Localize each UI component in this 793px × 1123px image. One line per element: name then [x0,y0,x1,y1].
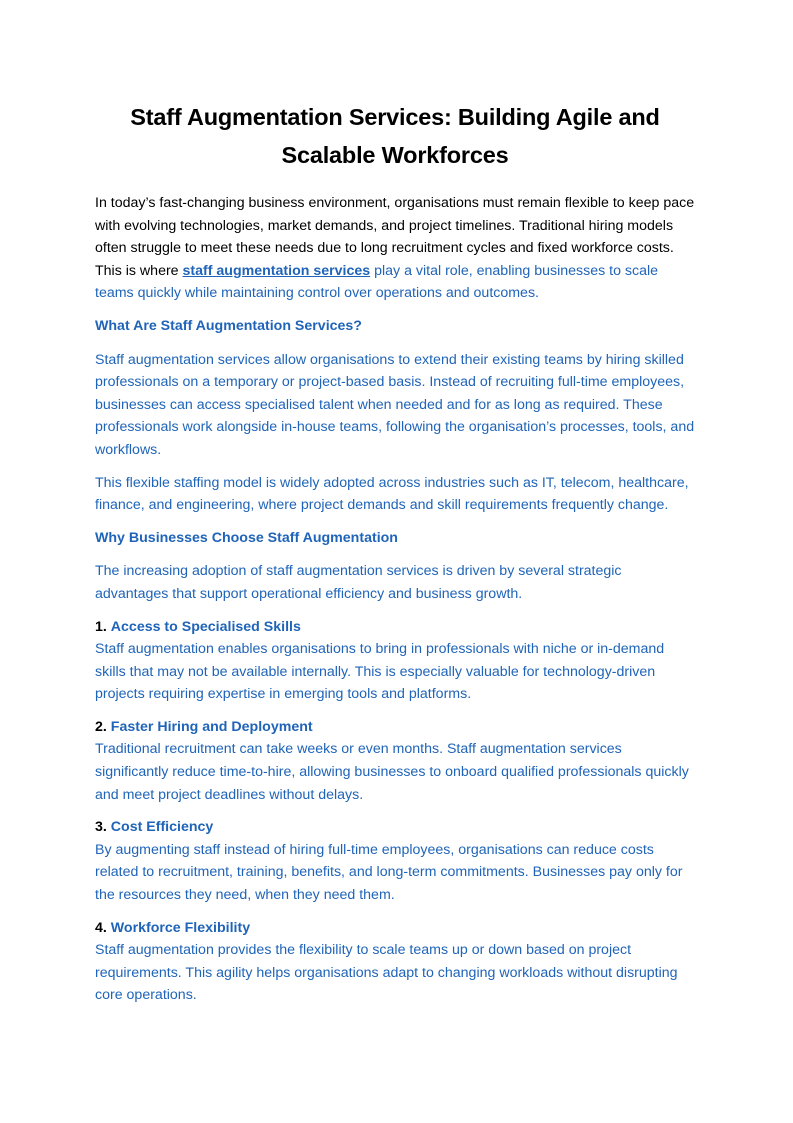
section-heading-why-choose: Why Businesses Choose Staff Augmentation [95,529,398,546]
section1-paragraph-1: Staff augmentation services allow organisations to extend their existing teams by hiring skilled professionals on a temporary or project-based basis. Instead of recruiting full-time employees, businesses can access specialised talent when needed and for as long as required. These professionals work alongside in-house teams, following the organisation’s processes, tools, and workflows. [95,351,695,458]
list-item-specialised-skills [95,616,695,706]
document-title: Staff Augmentation Services: Building Agile and Scalable Workforces [130,104,660,168]
list-item-number: 2. [95,718,107,735]
intro-paragraph [95,192,695,305]
list-item-body: Staff augmentation provides the flexibility to scale teams up or down based on project requirements. This agility helps organisations adapt to changing workloads without disrupting core operations. [95,942,678,1004]
section2-intro-paragraph: The increasing adoption of staff augmentation services is driven by several strategic advantages that support operational efficiency and business growth. [95,563,622,602]
intro-text-after-link: play a vital role, enabling businesses to scale teams quickly while maintaining control over operations and outcomes. [95,262,659,302]
list-item-body: Staff augmentation enables organisations to bring in professionals with niche or in-demand skills that may not be available internally. This is especially valuable for technology-driven projects requiring expertise in emerging tools and platforms. [95,641,665,703]
section-heading-what-are: What Are Staff Augmentation Services? [95,317,362,334]
list-item-heading: Access to Specialised Skills [110,618,301,635]
list-item-number: 1. [95,618,107,635]
list-item-heading: Workforce Flexibility [110,919,251,936]
list-item-cost-efficiency [95,816,695,906]
list-item-number: 4. [95,919,107,936]
list-item-heading: Faster Hiring and Deployment [110,718,313,735]
list-item-number: 3. [95,819,107,836]
section1-paragraph-2: This flexible staffing model is widely adopted across industries such as IT, telecom, healthcare, finance, and engineering, where project demands and skill requirements frequently change. [95,474,689,514]
list-item-faster-hiring [95,716,695,806]
list-item-workforce-flexibility [95,917,695,1007]
list-item-body: By augmenting staff instead of hiring full-time employees, organisations can reduce costs related to recruitment, training, benefits, and long-term commitments. Businesses pay only for the resources they need, when they need them. [95,841,683,904]
staff-augmentation-services-link[interactable]: staff augmentation services [182,262,371,279]
document-page [95,98,695,1017]
list-item-heading: Cost Efficiency [110,819,214,836]
intro-text-before-link: In today’s fast-changing business environment, organisations must remain flexible to keep pace with evolving technologies, market demands, and project timelines. Traditional hiring models often struggle to meet these needs due to long recruitment cycles and fixed workforce costs. This is where [95,195,695,279]
list-item-body: Traditional recruitment can take weeks or even months. Staff augmentation services significantly reduce time-to-hire, allowing businesses to onboard qualified professionals quickly and meet project deadlines without delays. [95,741,689,803]
